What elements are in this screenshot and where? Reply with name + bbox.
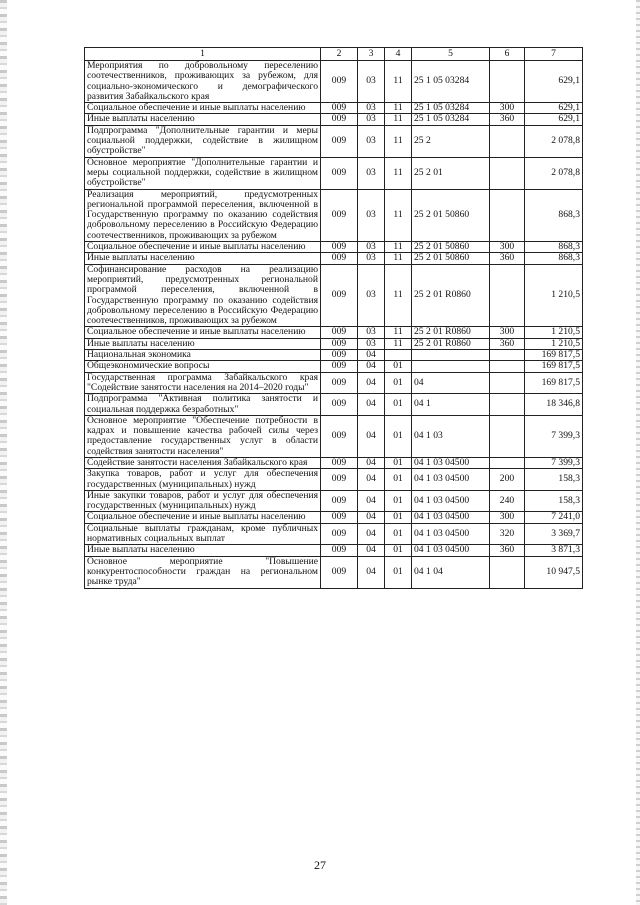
chapter-code-cell: 009	[321, 361, 358, 372]
target-article-cell: 04 1 03 04500	[412, 457, 490, 468]
chapter-code-cell: 009	[321, 327, 358, 338]
target-article-cell: 04	[412, 372, 490, 394]
expense-type-cell	[490, 415, 525, 457]
chapter-code-cell: 009	[321, 338, 358, 349]
chapter-code-cell: 009	[321, 545, 358, 556]
table-row	[85, 457, 583, 468]
section-code-cell: 03	[358, 125, 385, 157]
amount-cell: 868,3	[525, 242, 583, 253]
section-code-cell: 04	[358, 469, 385, 491]
subsection-code-cell: 01	[385, 394, 412, 416]
amount-cell: 10 947,5	[525, 556, 583, 588]
chapter-code-cell: 009	[321, 125, 358, 157]
expense-type-cell	[490, 264, 525, 327]
amount-cell: 7 241,0	[525, 512, 583, 523]
expense-type-cell	[490, 61, 525, 103]
target-article-cell: 04 1 03 04500	[412, 523, 490, 545]
target-article-cell: 04 1 03	[412, 415, 490, 457]
amount-cell: 158,3	[525, 469, 583, 491]
expense-type-cell: 200	[490, 469, 525, 491]
target-article-cell: 04 1	[412, 394, 490, 416]
table-row	[85, 469, 583, 491]
expense-type-cell	[490, 457, 525, 468]
table-row	[85, 415, 583, 457]
section-code-cell: 04	[358, 457, 385, 468]
column-header: 6	[490, 48, 525, 61]
expense-type-cell: 300	[490, 103, 525, 114]
table-row	[85, 125, 583, 157]
section-code-cell: 03	[358, 253, 385, 264]
chapter-code-cell: 009	[321, 512, 358, 523]
table-row	[85, 61, 583, 103]
expense-type-cell	[490, 556, 525, 588]
amount-cell: 629,1	[525, 103, 583, 114]
section-code-cell: 03	[358, 61, 385, 103]
column-header: 1	[85, 48, 321, 61]
table-row	[85, 394, 583, 416]
subsection-code-cell: 11	[385, 327, 412, 338]
chapter-code-cell: 009	[321, 242, 358, 253]
amount-cell: 169 817,5	[525, 372, 583, 394]
subsection-code-cell: 11	[385, 189, 412, 241]
expense-type-cell: 300	[490, 327, 525, 338]
target-article-cell: 25 1 05 03284	[412, 61, 490, 103]
chapter-code-cell: 009	[321, 415, 358, 457]
target-article-cell: 25 2 01 50860	[412, 242, 490, 253]
amount-cell: 158,3	[525, 490, 583, 512]
target-article-cell: 25 2 01 R0860	[412, 327, 490, 338]
subsection-code-cell: 11	[385, 242, 412, 253]
scan-edge-left	[0, 0, 7, 905]
target-article-cell	[412, 350, 490, 361]
subsection-code-cell: 11	[385, 61, 412, 103]
table-row	[85, 242, 583, 253]
amount-cell: 169 817,5	[525, 350, 583, 361]
expense-type-cell: 360	[490, 338, 525, 349]
section-code-cell: 04	[358, 372, 385, 394]
header-row	[85, 48, 583, 61]
scan-edge-right	[636, 0, 640, 905]
target-article-cell: 25 2 01 50860	[412, 253, 490, 264]
table-row	[85, 523, 583, 545]
row-name-cell: Подпрограмма "Активная политика занятости и социальная поддержка безработных"	[85, 394, 321, 416]
chapter-code-cell: 009	[321, 457, 358, 468]
row-name-cell: Реализация мероприятий, предусмотренных региональной программой переселения, включенной в Государственную программу по оказанию содействия добровольному переселению в Российскую Федерацию соотечественников, проживающих за рубежом	[85, 189, 321, 241]
expense-type-cell: 240	[490, 490, 525, 512]
chapter-code-cell: 009	[321, 350, 358, 361]
amount-cell: 868,3	[525, 189, 583, 241]
section-code-cell: 04	[358, 556, 385, 588]
target-article-cell: 04 1 03 04500	[412, 512, 490, 523]
subsection-code-cell: 01	[385, 361, 412, 372]
amount-cell: 7 399,3	[525, 415, 583, 457]
table-row	[85, 512, 583, 523]
subsection-code-cell: 01	[385, 545, 412, 556]
subsection-code-cell: 11	[385, 338, 412, 349]
chapter-code-cell: 009	[321, 394, 358, 416]
subsection-code-cell: 01	[385, 469, 412, 491]
target-article-cell: 25 2 01	[412, 157, 490, 189]
column-header: 2	[321, 48, 358, 61]
row-name-cell: Основное мероприятие "Обеспечение потребности в кадрах и повышение качества рабочей силы через предоставление государственных услуг в области содействия занятости населения"	[85, 415, 321, 457]
amount-cell: 169 817,5	[525, 361, 583, 372]
subsection-code-cell: 11	[385, 103, 412, 114]
expense-type-cell	[490, 125, 525, 157]
subsection-code-cell: 01	[385, 523, 412, 545]
subsection-code-cell: 11	[385, 253, 412, 264]
column-header: 4	[385, 48, 412, 61]
chapter-code-cell: 009	[321, 61, 358, 103]
subsection-code-cell: 11	[385, 114, 412, 125]
section-code-cell: 03	[358, 327, 385, 338]
target-article-cell	[412, 361, 490, 372]
subsection-code-cell: 11	[385, 264, 412, 327]
expense-type-cell	[490, 350, 525, 361]
amount-cell: 2 078,8	[525, 157, 583, 189]
row-name-cell: Содействие занятости населения Забайкальского края	[85, 457, 321, 468]
chapter-code-cell: 009	[321, 490, 358, 512]
table-row	[85, 327, 583, 338]
chapter-code-cell: 009	[321, 103, 358, 114]
table-row	[85, 114, 583, 125]
target-article-cell: 25 2 01 R0860	[412, 264, 490, 327]
row-name-cell: Иные выплаты населению	[85, 338, 321, 349]
section-code-cell: 03	[358, 103, 385, 114]
target-article-cell: 25 1 05 03284	[412, 114, 490, 125]
target-article-cell: 25 2 01 R0860	[412, 338, 490, 349]
section-code-cell: 03	[358, 157, 385, 189]
column-header: 3	[358, 48, 385, 61]
amount-cell: 868,3	[525, 253, 583, 264]
chapter-code-cell: 009	[321, 264, 358, 327]
row-name-cell: Социальное обеспечение и иные выплаты населению	[85, 327, 321, 338]
table-row	[85, 490, 583, 512]
section-code-cell: 04	[358, 350, 385, 361]
row-name-cell: Иные выплаты населению	[85, 114, 321, 125]
target-article-cell: 25 2	[412, 125, 490, 157]
amount-cell: 2 078,8	[525, 125, 583, 157]
subsection-code-cell: 11	[385, 157, 412, 189]
row-name-cell: Софинансирование расходов на реализацию мероприятий, предусмотренных региональной программой переселения, включенной в Государственную программу по оказанию содействия добровольному переселению в Российскую Федерацию соотечественников, проживающих за рубежом	[85, 264, 321, 327]
row-name-cell: Основное мероприятие "Повышение конкурентоспособности граждан на региональном рынке труда"	[85, 556, 321, 588]
expense-type-cell	[490, 157, 525, 189]
amount-cell: 1 210,5	[525, 264, 583, 327]
table-row	[85, 157, 583, 189]
expense-type-cell: 300	[490, 512, 525, 523]
chapter-code-cell: 009	[321, 469, 358, 491]
expense-type-cell	[490, 372, 525, 394]
subsection-code-cell: 01	[385, 372, 412, 394]
row-name-cell: Национальная экономика	[85, 350, 321, 361]
table-body	[85, 61, 583, 589]
table-row	[85, 189, 583, 241]
row-name-cell: Социальное обеспечение и иные выплаты населению	[85, 103, 321, 114]
section-code-cell: 04	[358, 415, 385, 457]
amount-cell: 629,1	[525, 61, 583, 103]
budget-table	[84, 47, 583, 589]
section-code-cell: 04	[358, 490, 385, 512]
chapter-code-cell: 009	[321, 523, 358, 545]
amount-cell: 3 369,7	[525, 523, 583, 545]
amount-cell: 1 210,5	[525, 327, 583, 338]
row-name-cell: Социальное обеспечение и иные выплаты населению	[85, 242, 321, 253]
section-code-cell: 03	[358, 338, 385, 349]
amount-cell: 629,1	[525, 114, 583, 125]
expense-type-cell: 360	[490, 253, 525, 264]
subsection-code-cell	[385, 350, 412, 361]
row-name-cell: Мероприятия по добровольному переселению соотечественников, проживающих за рубежом, для социально-экономического и демографического развития Забайкальского края	[85, 61, 321, 103]
row-name-cell: Закупка товаров, работ и услуг для обеспечения государственных (муниципальных) нужд	[85, 469, 321, 491]
table-row	[85, 545, 583, 556]
subsection-code-cell: 01	[385, 556, 412, 588]
subsection-code-cell: 01	[385, 457, 412, 468]
chapter-code-cell: 009	[321, 157, 358, 189]
subsection-code-cell: 01	[385, 512, 412, 523]
amount-cell: 1 210,5	[525, 338, 583, 349]
column-header: 7	[525, 48, 583, 61]
section-code-cell: 03	[358, 264, 385, 327]
target-article-cell: 04 1 04	[412, 556, 490, 588]
row-name-cell: Иные выплаты населению	[85, 545, 321, 556]
table-row	[85, 556, 583, 588]
section-code-cell: 04	[358, 545, 385, 556]
chapter-code-cell: 009	[321, 253, 358, 264]
subsection-code-cell: 01	[385, 490, 412, 512]
chapter-code-cell: 009	[321, 556, 358, 588]
row-name-cell: Социальное обеспечение и иные выплаты населению	[85, 512, 321, 523]
chapter-code-cell: 009	[321, 189, 358, 241]
target-article-cell: 04 1 03 04500	[412, 490, 490, 512]
table-row	[85, 253, 583, 264]
section-code-cell: 04	[358, 512, 385, 523]
section-code-cell: 03	[358, 114, 385, 125]
table-row	[85, 103, 583, 114]
section-code-cell: 04	[358, 394, 385, 416]
expense-type-cell: 300	[490, 242, 525, 253]
row-name-cell: Подпрограмма "Дополнительные гарантии и меры социальной поддержки, содействие в жилищном обустройстве"	[85, 125, 321, 157]
table-row	[85, 361, 583, 372]
expense-type-cell	[490, 189, 525, 241]
table-row	[85, 350, 583, 361]
target-article-cell: 04 1 03 04500	[412, 469, 490, 491]
amount-cell: 18 346,8	[525, 394, 583, 416]
row-name-cell: Общеэкономические вопросы	[85, 361, 321, 372]
amount-cell: 3 871,3	[525, 545, 583, 556]
section-code-cell: 04	[358, 361, 385, 372]
section-code-cell: 03	[358, 242, 385, 253]
row-name-cell: Социальные выплаты гражданам, кроме публичных нормативных социальных выплат	[85, 523, 321, 545]
table-row	[85, 338, 583, 349]
table-row	[85, 372, 583, 394]
section-code-cell: 04	[358, 523, 385, 545]
page-number: 27	[314, 858, 326, 872]
subsection-code-cell: 11	[385, 125, 412, 157]
expense-type-cell: 360	[490, 114, 525, 125]
target-article-cell: 04 1 03 04500	[412, 545, 490, 556]
row-name-cell: Иные закупки товаров, работ и услуг для обеспечения государственных (муниципальных) нужд	[85, 490, 321, 512]
expense-type-cell: 360	[490, 545, 525, 556]
row-name-cell: Иные выплаты населению	[85, 253, 321, 264]
table-row	[85, 264, 583, 327]
chapter-code-cell: 009	[321, 372, 358, 394]
target-article-cell: 25 2 01 50860	[412, 189, 490, 241]
subsection-code-cell: 01	[385, 415, 412, 457]
target-article-cell: 25 1 05 03284	[412, 103, 490, 114]
expense-type-cell	[490, 361, 525, 372]
amount-cell: 7 399,3	[525, 457, 583, 468]
row-name-cell: Основное мероприятие "Дополнительные гарантии и меры социальной поддержки, содействие в жилищном обустройстве"	[85, 157, 321, 189]
expense-type-cell: 320	[490, 523, 525, 545]
expense-type-cell	[490, 394, 525, 416]
column-header: 5	[412, 48, 490, 61]
section-code-cell: 03	[358, 189, 385, 241]
chapter-code-cell: 009	[321, 114, 358, 125]
row-name-cell: Государственная программа Забайкальского края "Содействие занятости населения на 2014–2020 годы"	[85, 372, 321, 394]
